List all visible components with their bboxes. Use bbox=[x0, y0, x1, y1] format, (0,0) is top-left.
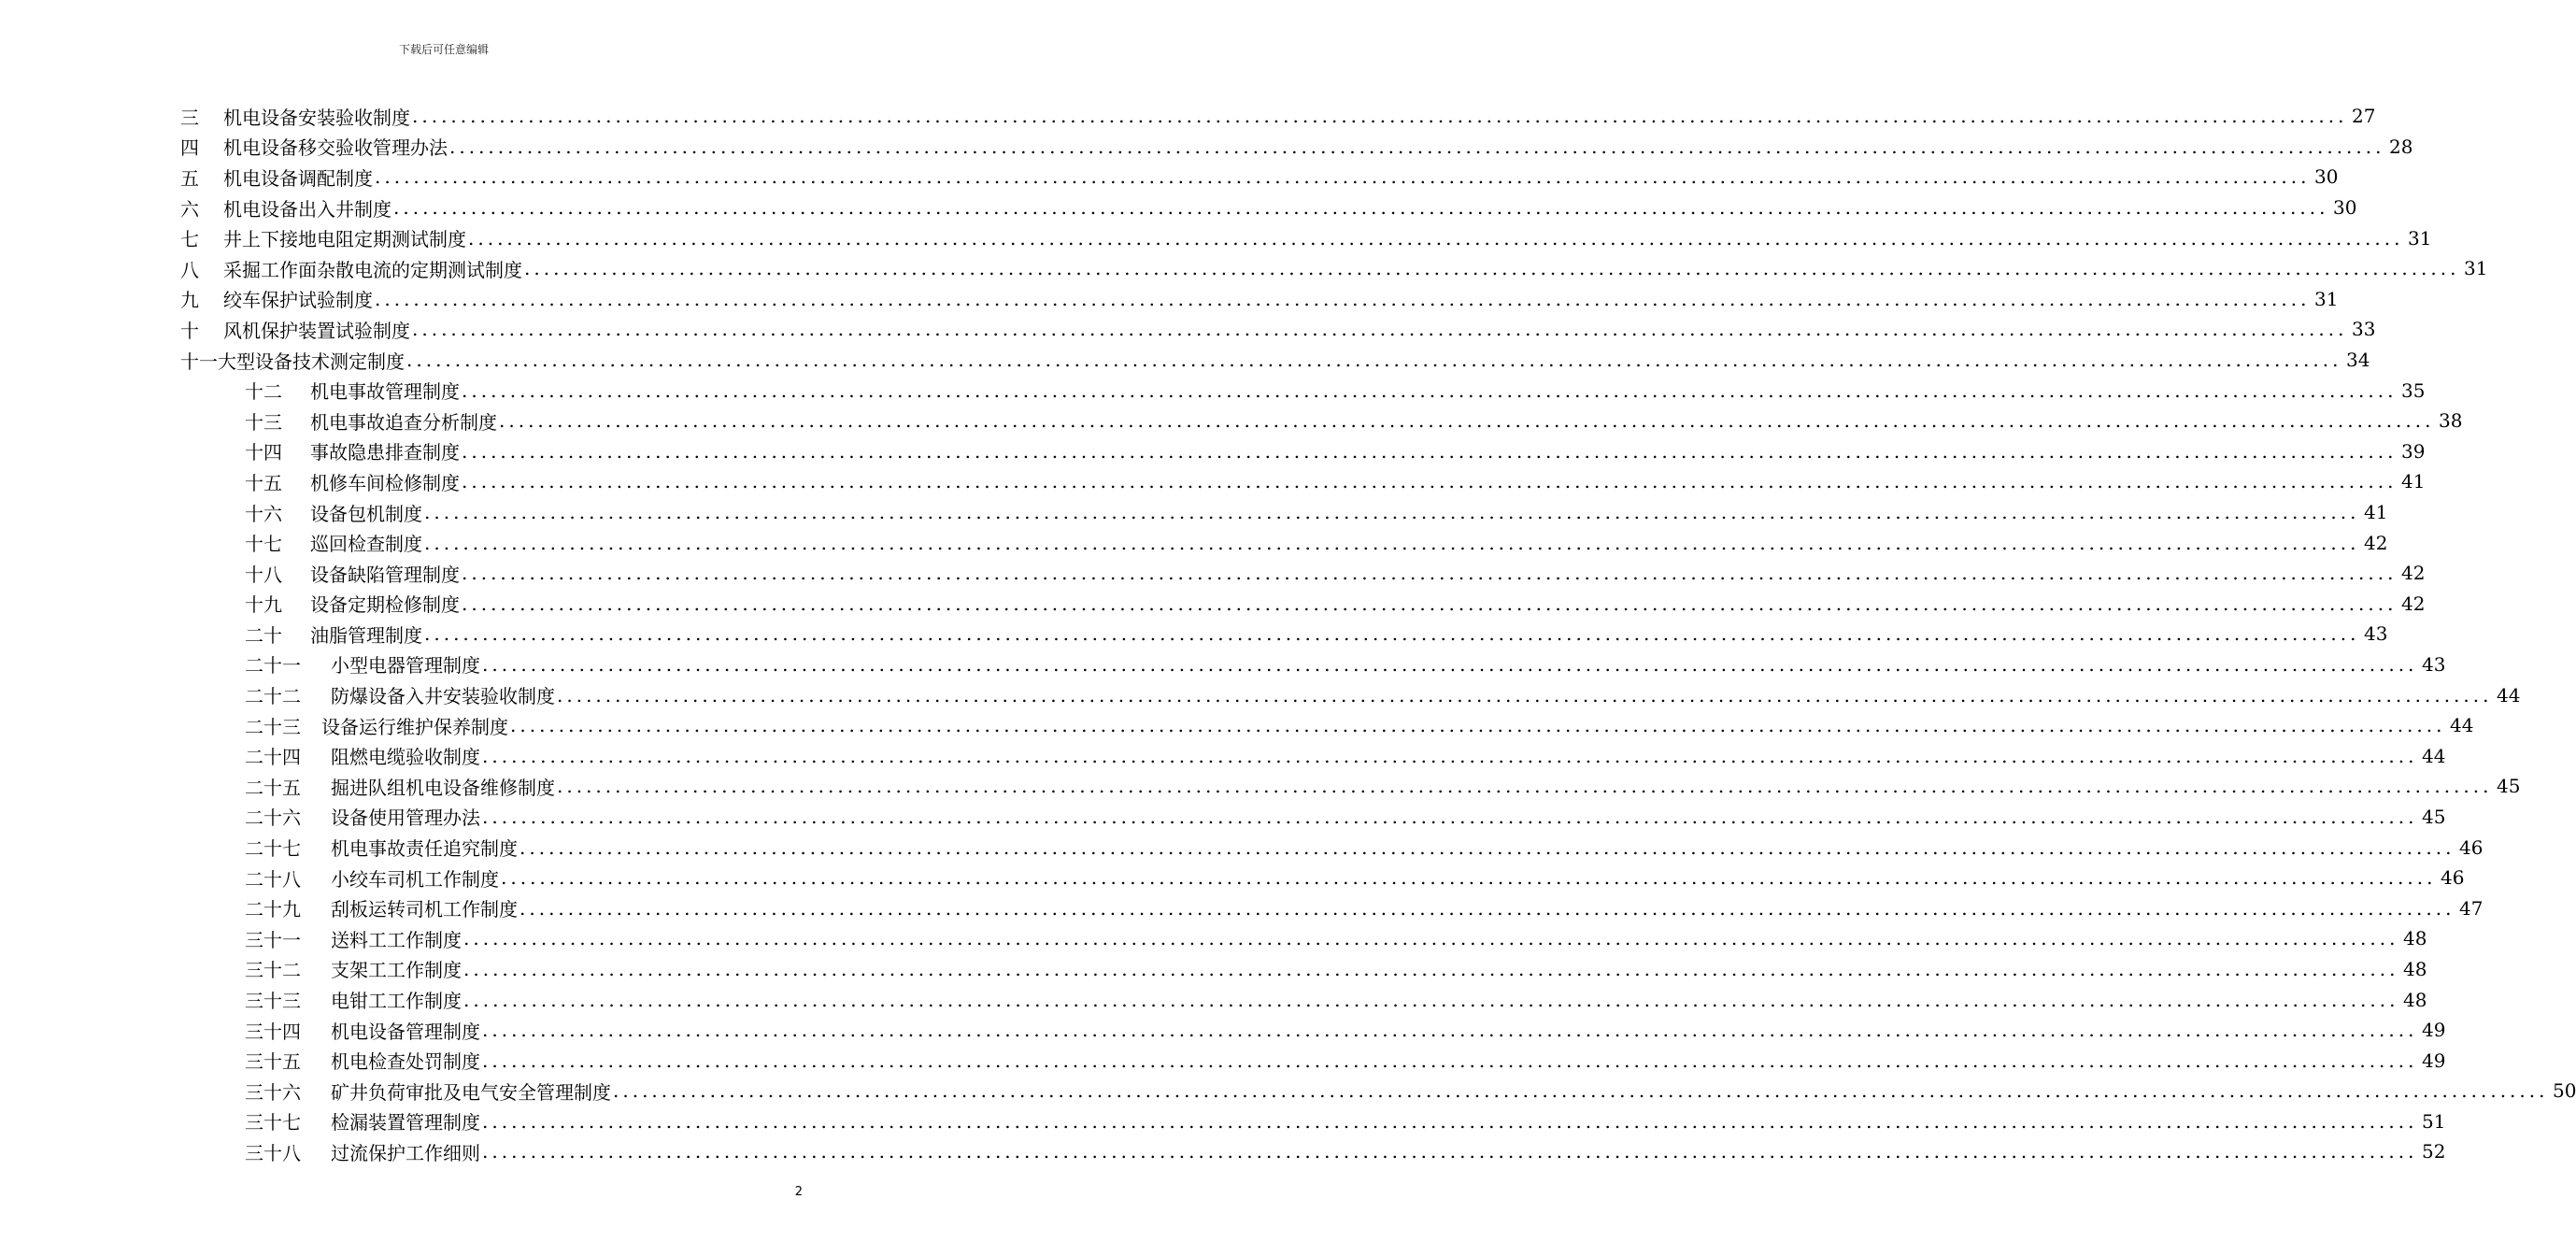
toc-entry[interactable] bbox=[0, 132, 2413, 163]
toc-entry-number: 十九 bbox=[245, 593, 282, 617]
toc-entry-page: 45 bbox=[2497, 775, 2521, 798]
toc-entry-number: 十一 bbox=[180, 350, 218, 373]
toc-leader-dots: ........................................................................................................................................................................................................ bbox=[424, 501, 2360, 524]
toc-entry[interactable] bbox=[0, 406, 2463, 436]
toc-entry-page: 43 bbox=[2422, 652, 2446, 676]
toc-entry-number: 二十二 bbox=[245, 685, 301, 708]
toc-entry-number: 十八 bbox=[245, 563, 282, 586]
toc-entry[interactable] bbox=[0, 375, 2426, 406]
toc-leader-dots: ........................................................................................................................................................................................................ bbox=[613, 1079, 2549, 1103]
toc-leader-dots: ........................................................................................................................................................................................................ bbox=[482, 1019, 2418, 1042]
page-number: 2 bbox=[794, 1185, 803, 1199]
toc-entry[interactable] bbox=[0, 1076, 2576, 1106]
toc-entry-page: 49 bbox=[2422, 1019, 2446, 1042]
toc-entry-page: 47 bbox=[2459, 896, 2483, 920]
toc-entry-number: 十 bbox=[180, 319, 199, 342]
toc-entry[interactable] bbox=[0, 619, 2388, 649]
toc-entry-page: 31 bbox=[2314, 287, 2339, 310]
toc-entry-title: 机电设备调配制度 bbox=[223, 166, 373, 190]
toc-leader-dots: ........................................................................................................................................................................................................ bbox=[482, 805, 2418, 828]
toc-entry-number: 三 bbox=[180, 106, 199, 129]
toc-entry-title: 防爆设备入井安装验收制度 bbox=[331, 685, 555, 708]
toc-entry-number: 三十七 bbox=[245, 1111, 301, 1135]
toc-entry-title: 机电设备安装验收制度 bbox=[223, 106, 410, 129]
toc-leader-dots: ........................................................................................................................................................................................................ bbox=[519, 896, 2455, 920]
toc-entry-page: 43 bbox=[2364, 622, 2388, 646]
toc-entry[interactable] bbox=[0, 863, 2465, 893]
toc-entry-number: 二十七 bbox=[245, 837, 301, 861]
toc-entry[interactable] bbox=[0, 710, 2474, 741]
toc-entry-title: 机修车间检修制度 bbox=[310, 471, 460, 494]
toc-leader-dots: ........................................................................................................................................................................................................ bbox=[468, 226, 2404, 250]
toc-entry[interactable] bbox=[0, 984, 2427, 1015]
toc-entry-number: 三十五 bbox=[245, 1050, 301, 1074]
toc-leader-dots: ........................................................................................................................................................................................................ bbox=[393, 196, 2329, 220]
toc-entry-page: 33 bbox=[2352, 318, 2376, 341]
toc-leader-dots: ........................................................................................................................................................................................................ bbox=[524, 257, 2460, 280]
toc-entry-page: 50 bbox=[2553, 1079, 2576, 1103]
toc-leader-dots: ........................................................................................................................................................................................................ bbox=[424, 622, 2360, 646]
toc-leader-dots: ........................................................................................................................................................................................................ bbox=[510, 714, 2446, 737]
toc-entry[interactable] bbox=[0, 162, 2339, 193]
toc-entry-page: 48 bbox=[2403, 988, 2427, 1011]
toc-leader-dots: ........................................................................................................................................................................................................ bbox=[557, 775, 2493, 798]
toc-entry[interactable] bbox=[0, 832, 2483, 863]
toc-entry-page: 31 bbox=[2408, 226, 2432, 250]
toc-entry[interactable] bbox=[0, 589, 2426, 620]
toc-entry-number: 八 bbox=[180, 258, 199, 281]
toc-leader-dots: ........................................................................................................................................................................................................ bbox=[501, 866, 2437, 890]
table-of-contents bbox=[0, 101, 2576, 1167]
toc-leader-dots: ........................................................................................................................................................................................................ bbox=[412, 318, 2348, 341]
toc-entry[interactable] bbox=[0, 345, 2370, 376]
toc-entry-number: 七 bbox=[180, 228, 199, 251]
toc-entry-number: 四 bbox=[180, 136, 199, 160]
toc-entry-title: 风机保护装置试验制度 bbox=[223, 319, 410, 342]
toc-entry-title: 小型电器管理制度 bbox=[331, 654, 480, 678]
toc-leader-dots: ........................................................................................................................................................................................................ bbox=[482, 744, 2418, 767]
toc-entry-title: 设备定期检修制度 bbox=[310, 593, 460, 617]
toc-leader-dots: ........................................................................................................................................................................................................ bbox=[519, 835, 2455, 859]
toc-entry[interactable] bbox=[0, 649, 2446, 680]
toc-entry-title: 井上下接地电阻定期测试制度 bbox=[223, 228, 466, 251]
toc-entry-page: 45 bbox=[2422, 805, 2446, 828]
toc-leader-dots: ........................................................................................................................................................................................................ bbox=[482, 1109, 2418, 1133]
toc-entry-title: 机电事故责任追究制度 bbox=[331, 837, 518, 861]
toc-entry-number: 十六 bbox=[245, 502, 282, 525]
toc-entry-number: 五 bbox=[180, 166, 199, 190]
toc-entry-number: 三十二 bbox=[245, 959, 301, 982]
toc-entry-number: 十七 bbox=[245, 533, 282, 556]
toc-entry-title: 送料工工作制度 bbox=[331, 928, 462, 951]
toc-entry-number: 三十八 bbox=[245, 1141, 301, 1164]
toc-entry-number: 十二 bbox=[245, 380, 282, 404]
toc-entry-title: 绞车保护试验制度 bbox=[223, 289, 373, 312]
toc-entry-number: 九 bbox=[180, 289, 199, 312]
toc-entry-page: 41 bbox=[2401, 470, 2426, 493]
toc-entry-number: 二十三 bbox=[245, 715, 301, 738]
toc-entry-title: 油脂管理制度 bbox=[310, 623, 422, 647]
toc-entry-number: 二十六 bbox=[245, 806, 301, 830]
toc-entry[interactable] bbox=[0, 314, 2376, 345]
toc-entry[interactable] bbox=[0, 193, 2357, 223]
toc-entry-page: 42 bbox=[2401, 592, 2426, 615]
toc-entry-number: 十三 bbox=[245, 410, 282, 434]
toc-entry-page: 51 bbox=[2422, 1109, 2446, 1133]
toc-leader-dots: ........................................................................................................................................................................................................ bbox=[482, 652, 2418, 676]
page-header: 下载后可任意编辑 bbox=[398, 43, 489, 56]
toc-entry-page: 27 bbox=[2352, 105, 2376, 128]
toc-entry-title: 掘进队组机电设备维修制度 bbox=[331, 776, 555, 799]
toc-leader-dots: ........................................................................................................................................................................................................ bbox=[424, 531, 2360, 554]
toc-leader-dots: ........................................................................................................................................................................................................ bbox=[462, 378, 2398, 402]
toc-entry-number: 三十一 bbox=[245, 928, 301, 951]
toc-entry-page: 46 bbox=[2441, 866, 2465, 890]
toc-entry-page: 30 bbox=[2333, 196, 2357, 220]
toc-entry[interactable] bbox=[0, 802, 2446, 833]
toc-entry-number: 三十三 bbox=[245, 990, 301, 1013]
toc-entry[interactable] bbox=[0, 1045, 2446, 1076]
toc-entry-page: 30 bbox=[2314, 165, 2339, 189]
toc-entry-title: 机电事故追查分析制度 bbox=[310, 410, 497, 434]
toc-leader-dots: ........................................................................................................................................................................................................ bbox=[375, 287, 2311, 310]
toc-entry-number: 六 bbox=[180, 197, 199, 221]
toc-entry-title: 检漏装置管理制度 bbox=[331, 1111, 480, 1135]
toc-entry-title: 事故隐患排查制度 bbox=[310, 441, 460, 464]
toc-leader-dots: ........................................................................................................................................................................................................ bbox=[463, 957, 2399, 980]
toc-leader-dots: ........................................................................................................................................................................................................ bbox=[462, 470, 2398, 493]
toc-entry-number: 十五 bbox=[245, 471, 282, 494]
toc-entry-title: 巡回检查制度 bbox=[310, 533, 422, 556]
toc-entry-page: 44 bbox=[2450, 714, 2474, 737]
toc-entry-number: 二十四 bbox=[245, 746, 301, 769]
toc-leader-dots: ........................................................................................................................................................................................................ bbox=[482, 1049, 2418, 1072]
toc-entry-title: 小绞车司机工作制度 bbox=[331, 867, 499, 891]
toc-entry-number: 二十九 bbox=[245, 898, 301, 921]
toc-leader-dots: ........................................................................................................................................................................................................ bbox=[412, 105, 2348, 128]
toc-entry-page: 46 bbox=[2459, 835, 2483, 859]
toc-leader-dots: ........................................................................................................................................................................................................ bbox=[375, 165, 2311, 189]
toc-entry-number: 二十五 bbox=[245, 776, 301, 799]
toc-entry-number: 二十一 bbox=[245, 654, 301, 678]
toc-entry-page: 44 bbox=[2497, 683, 2521, 706]
toc-entry[interactable] bbox=[0, 740, 2446, 771]
toc-entry-page: 31 bbox=[2464, 257, 2488, 280]
toc-entry[interactable] bbox=[0, 253, 2488, 284]
toc-entry[interactable] bbox=[0, 892, 2483, 923]
toc-entry[interactable] bbox=[0, 771, 2521, 802]
toc-entry-title: 刮板运转司机工作制度 bbox=[331, 898, 518, 921]
toc-entry-title: 阻燃电缆验收制度 bbox=[331, 746, 480, 769]
toc-entry-number: 十四 bbox=[245, 441, 282, 464]
toc-entry-title: 过流保护工作细则 bbox=[331, 1141, 480, 1164]
toc-entry-page: 35 bbox=[2401, 378, 2426, 402]
toc-entry-title: 机电事故管理制度 bbox=[310, 380, 460, 404]
toc-leader-dots: ........................................................................................................................................................................................................ bbox=[463, 927, 2399, 950]
toc-entry-page: 48 bbox=[2403, 957, 2427, 980]
toc-entry-number: 二十八 bbox=[245, 867, 301, 891]
toc-leader-dots: ........................................................................................................................................................................................................ bbox=[482, 1140, 2418, 1163]
toc-entry-title: 支架工工作制度 bbox=[331, 959, 462, 982]
toc-entry[interactable] bbox=[0, 679, 2521, 710]
toc-entry-page: 38 bbox=[2439, 409, 2463, 433]
toc-leader-dots: ........................................................................................................................................................................................................ bbox=[449, 135, 2385, 158]
toc-entry-page: 48 bbox=[2403, 927, 2427, 950]
toc-entry-title: 机电检查处罚制度 bbox=[331, 1050, 480, 1074]
toc-entry[interactable] bbox=[0, 436, 2426, 467]
toc-entry[interactable] bbox=[0, 923, 2427, 954]
toc-leader-dots: ........................................................................................................................................................................................................ bbox=[463, 988, 2399, 1011]
toc-entry-title: 设备使用管理办法 bbox=[331, 806, 480, 830]
toc-entry-number: 二十 bbox=[245, 623, 282, 647]
toc-entry[interactable] bbox=[0, 284, 2339, 315]
toc-entry-page: 42 bbox=[2364, 531, 2388, 554]
toc-entry-page: 41 bbox=[2364, 501, 2388, 524]
toc-entry-title: 大型设备技术测定制度 bbox=[218, 350, 405, 373]
toc-entry-title: 机电设备出入井制度 bbox=[223, 197, 391, 221]
toc-entry-title: 矿井负荷审批及电气安全管理制度 bbox=[331, 1080, 611, 1104]
toc-entry[interactable] bbox=[0, 527, 2388, 558]
toc-entry[interactable] bbox=[0, 466, 2426, 497]
toc-leader-dots: ........................................................................................................................................................................................................ bbox=[462, 592, 2398, 615]
toc-entry-title: 机电设备移交验收管理办法 bbox=[223, 136, 448, 160]
toc-entry-number: 三十六 bbox=[245, 1080, 301, 1104]
toc-entry-page: 52 bbox=[2422, 1140, 2446, 1163]
toc-entry[interactable] bbox=[0, 1106, 2446, 1137]
toc-entry-title: 电钳工工作制度 bbox=[331, 990, 462, 1013]
toc-entry-title: 设备包机制度 bbox=[310, 502, 422, 525]
toc-entry-page: 42 bbox=[2401, 562, 2426, 585]
toc-entry-title: 设备运行维护保养制度 bbox=[321, 715, 508, 738]
toc-entry-title: 采掘工作面杂散电流的定期测试制度 bbox=[223, 258, 522, 281]
toc-leader-dots: ........................................................................................................................................................................................................ bbox=[406, 349, 2342, 372]
toc-entry[interactable] bbox=[0, 1136, 2446, 1167]
toc-entry[interactable] bbox=[0, 222, 2432, 253]
toc-entry-title: 设备缺陷管理制度 bbox=[310, 563, 460, 586]
toc-entry-page: 34 bbox=[2346, 349, 2370, 372]
toc-leader-dots: ........................................................................................................................................................................................................ bbox=[462, 439, 2398, 463]
toc-entry[interactable] bbox=[0, 1015, 2446, 1046]
toc-entry[interactable] bbox=[0, 558, 2426, 589]
toc-entry-title: 机电设备管理制度 bbox=[331, 1020, 480, 1043]
toc-leader-dots: ........................................................................................................................................................................................................ bbox=[462, 562, 2398, 585]
toc-leader-dots: ........................................................................................................................................................................................................ bbox=[499, 409, 2435, 433]
toc-entry[interactable] bbox=[0, 101, 2376, 132]
toc-entry-page: 49 bbox=[2422, 1049, 2446, 1072]
toc-leader-dots: ........................................................................................................................................................................................................ bbox=[557, 683, 2493, 706]
toc-entry-number: 三十四 bbox=[245, 1020, 301, 1043]
toc-entry-page: 39 bbox=[2401, 439, 2426, 463]
toc-entry-page: 28 bbox=[2389, 135, 2413, 158]
toc-entry[interactable] bbox=[0, 497, 2388, 528]
toc-entry[interactable] bbox=[0, 954, 2427, 985]
toc-entry-page: 44 bbox=[2422, 744, 2446, 767]
